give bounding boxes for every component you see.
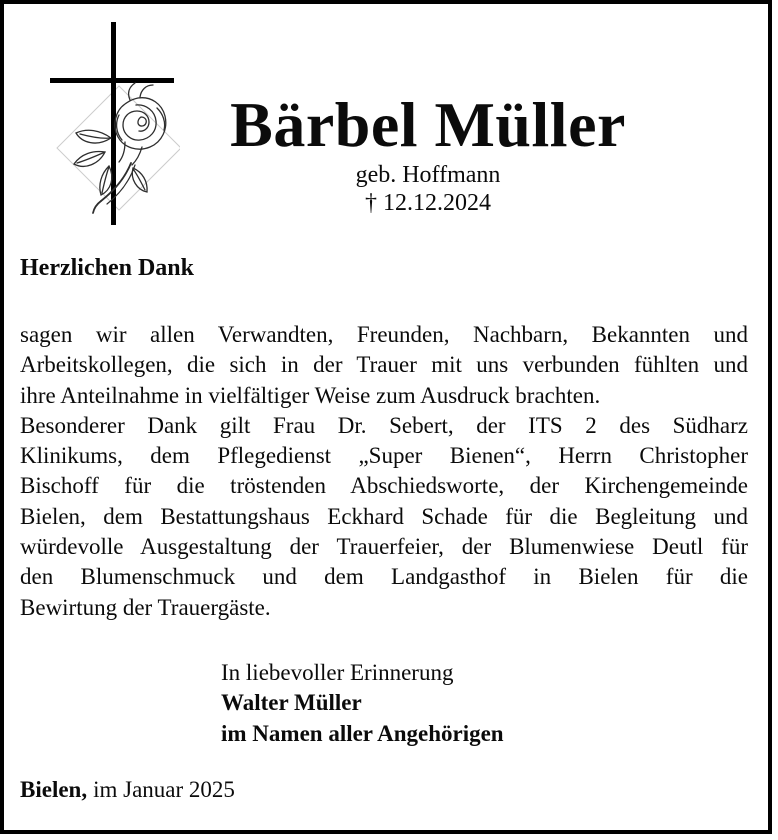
memory-line: In liebevoller Erinnerung xyxy=(221,660,454,685)
body-line: Bielen, dem Bestattungshaus Eckhard Schade für die Begleitung und xyxy=(20,503,748,529)
body-line: Klinikums, dem Pflegedienst „Super Bienen“, Herrn Christopher xyxy=(20,443,748,469)
body-line: sagen wir allen Verwandten, Freunden, Nachbarn, Bekannten und xyxy=(20,322,748,347)
body-line: Arbeitskollegen, die sich in der Trauer mit uns verbunden fühlten und xyxy=(20,352,748,378)
salutation-heading: Herzlichen Dank xyxy=(20,255,194,281)
thanks-text xyxy=(20,320,748,623)
body-line: würdevolle Ausgestaltung der Trauerfeier, der Blumenwiese Deutl für xyxy=(20,534,748,560)
body-line: den Blumenschmuck und dem Landgasthof in Bielen für die xyxy=(20,564,748,590)
date-text: im Januar 2025 xyxy=(93,777,235,802)
maiden-name: geb. Hoffmann xyxy=(355,162,501,188)
body-line: Besonderer Dank gilt Frau Dr. Sebert, der ITS 2 des Südharz xyxy=(20,412,748,438)
mourner-name: Walter Müller xyxy=(221,690,362,716)
body-line: Bischoff für die tröstenden Abschiedsworte, der Kirchengemeinde xyxy=(20,473,748,499)
body-line: ihre Anteilnahme in vielfältiger Weise zum Ausdruck brachten. xyxy=(20,382,601,408)
body-line: Bewirtung der Trauergäste. xyxy=(20,594,271,620)
family-line: im Namen aller Angehörigen xyxy=(221,720,504,746)
closing-block xyxy=(221,658,504,749)
deceased-name: Bärbel Müller xyxy=(230,89,626,160)
place-date-line xyxy=(20,777,235,803)
death-date: † 12.12.2024 xyxy=(365,190,491,216)
place-name: Bielen, xyxy=(20,777,88,802)
notice-header xyxy=(98,89,758,217)
